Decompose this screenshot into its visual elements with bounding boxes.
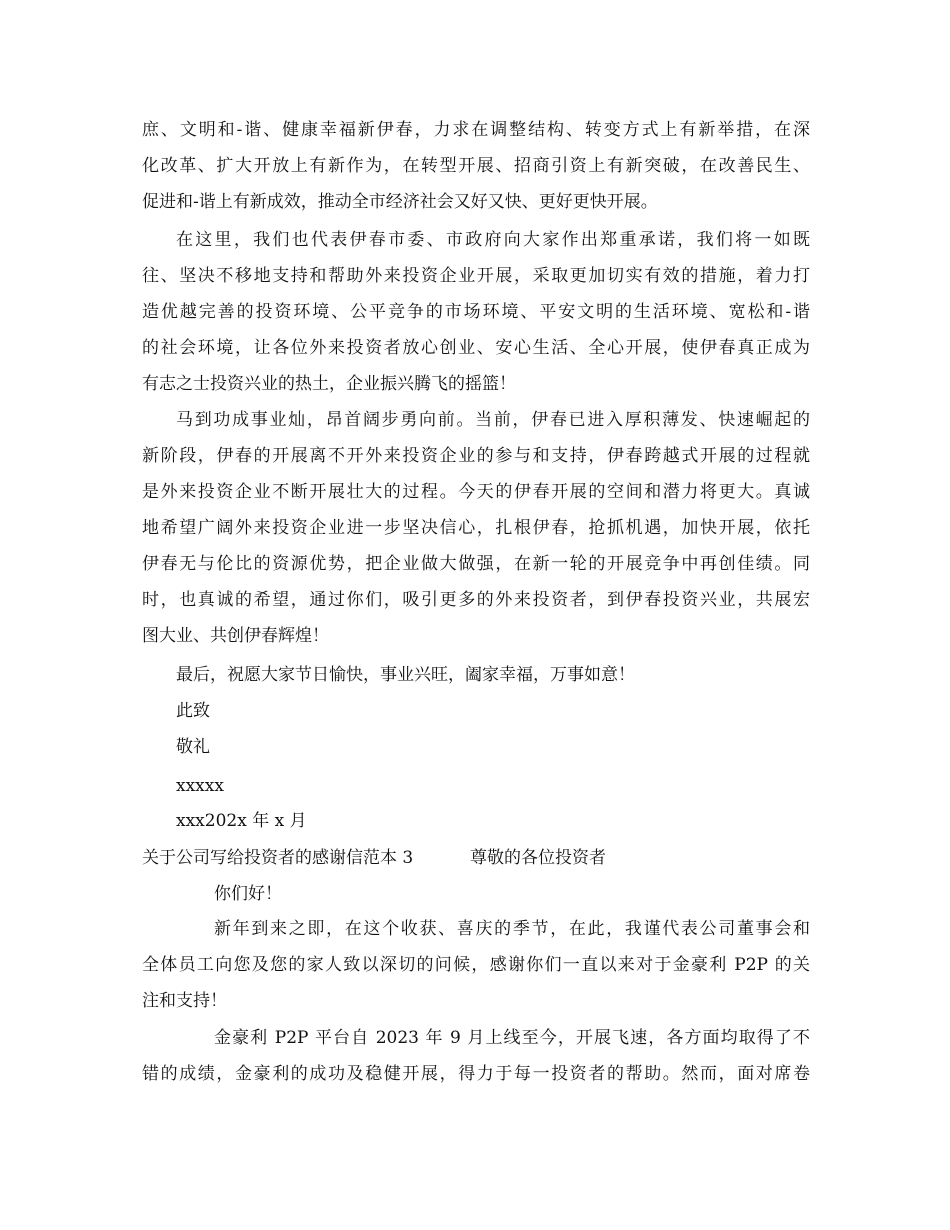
- paragraph-line: 化改革、扩大开放上有新作为，在转型开展、招商引资上有新突破，在改善民生、: [142, 156, 810, 176]
- paragraph-line: 造优越完善的投资环境、公平竞争的市场环境、平安文明的生活环境、宽松和-谐: [142, 302, 810, 322]
- paragraph-line: 图大业、共创伊春辉煌！: [142, 626, 329, 646]
- paragraph-line: 错的成绩，金豪利的成功及稳健开展，得力于每一投资者的帮助。然而，面对席卷: [142, 1064, 810, 1084]
- salutation-line: 敬礼: [176, 737, 210, 757]
- paragraph-line: 有志之士投资兴业的热土，企业振兴腾飞的摇篮！: [142, 374, 516, 394]
- paragraph-line: 促进和-谐上有新成效，推动全市经济社会又好又快、更好更快开展。: [142, 192, 658, 212]
- hello-line: 你们好！: [214, 884, 282, 904]
- paragraph-line: 往、坚决不移地支持和帮助外来投资企业开展，采取更加切实有效的措施，着力打: [142, 266, 810, 286]
- paragraph-line: 的社会环境，让各位外来投资者放心创业、安心生活、全心开展，使伊春真正成为: [142, 338, 810, 358]
- greeting-to: 尊敬的各位投资者: [470, 848, 606, 868]
- paragraph-line: 时，也真诚的希望，通过你们，吸引更多的外来投资者，到伊春投资兴业，共展宏: [142, 590, 810, 610]
- paragraph-line: 地希望广阔外来投资企业进一步坚决信心，扎根伊春，抢抓机遇，加快开展，依托: [142, 518, 810, 538]
- paragraph-line: 新阶段，伊春的开展离不开外来投资企业的参与和支持，伊春跨越式开展的过程就: [142, 446, 810, 466]
- signature: xxxxx: [176, 776, 224, 796]
- section-title: 关于公司写给投资者的感谢信范本 3: [142, 848, 414, 868]
- paragraph-line: 是外来投资企业不断开展壮大的过程。今天的伊春开展的空间和潜力将更大。真诚: [142, 482, 810, 502]
- paragraph-line: 伊春无与伦比的资源优势，把企业做大做强，在新一轮的开展竞争中再创佳绩。同: [142, 554, 810, 574]
- closing-wish: 最后，祝愿大家节日愉快，事业兴旺，阖家幸福，万事如意！: [176, 665, 635, 685]
- paragraph-line: 新年到来之即，在这个收获、喜庆的季节，在此，我谨代表公司董事会和: [214, 919, 810, 939]
- paragraph-line: 金豪利 P2P 平台自 2023 年 9 月上线至今，开展飞速，各方面均取得了不: [214, 1028, 810, 1048]
- paragraph-line: 全体员工向您及您的家人致以深切的问候，感谢你们一直以来对于金豪利 P2P 的关: [142, 955, 810, 975]
- salutation-line: 此致: [176, 701, 210, 721]
- paragraph-line: 马到功成事业灿，昂首阔步勇向前。当前，伊春已进入厚积薄发、快速崛起的: [176, 410, 810, 430]
- paragraph-line: 在这里，我们也代表伊春市委、市政府向大家作出郑重承诺，我们将一如既: [176, 230, 810, 250]
- date-line: xxx202x 年 x 月: [176, 811, 307, 831]
- paragraph-line: 注和支持！: [142, 991, 227, 1011]
- paragraph-line: 庶、文明和-谐、健康幸福新伊春，力求在调整结构、转变方式上有新举措，在深: [142, 120, 810, 140]
